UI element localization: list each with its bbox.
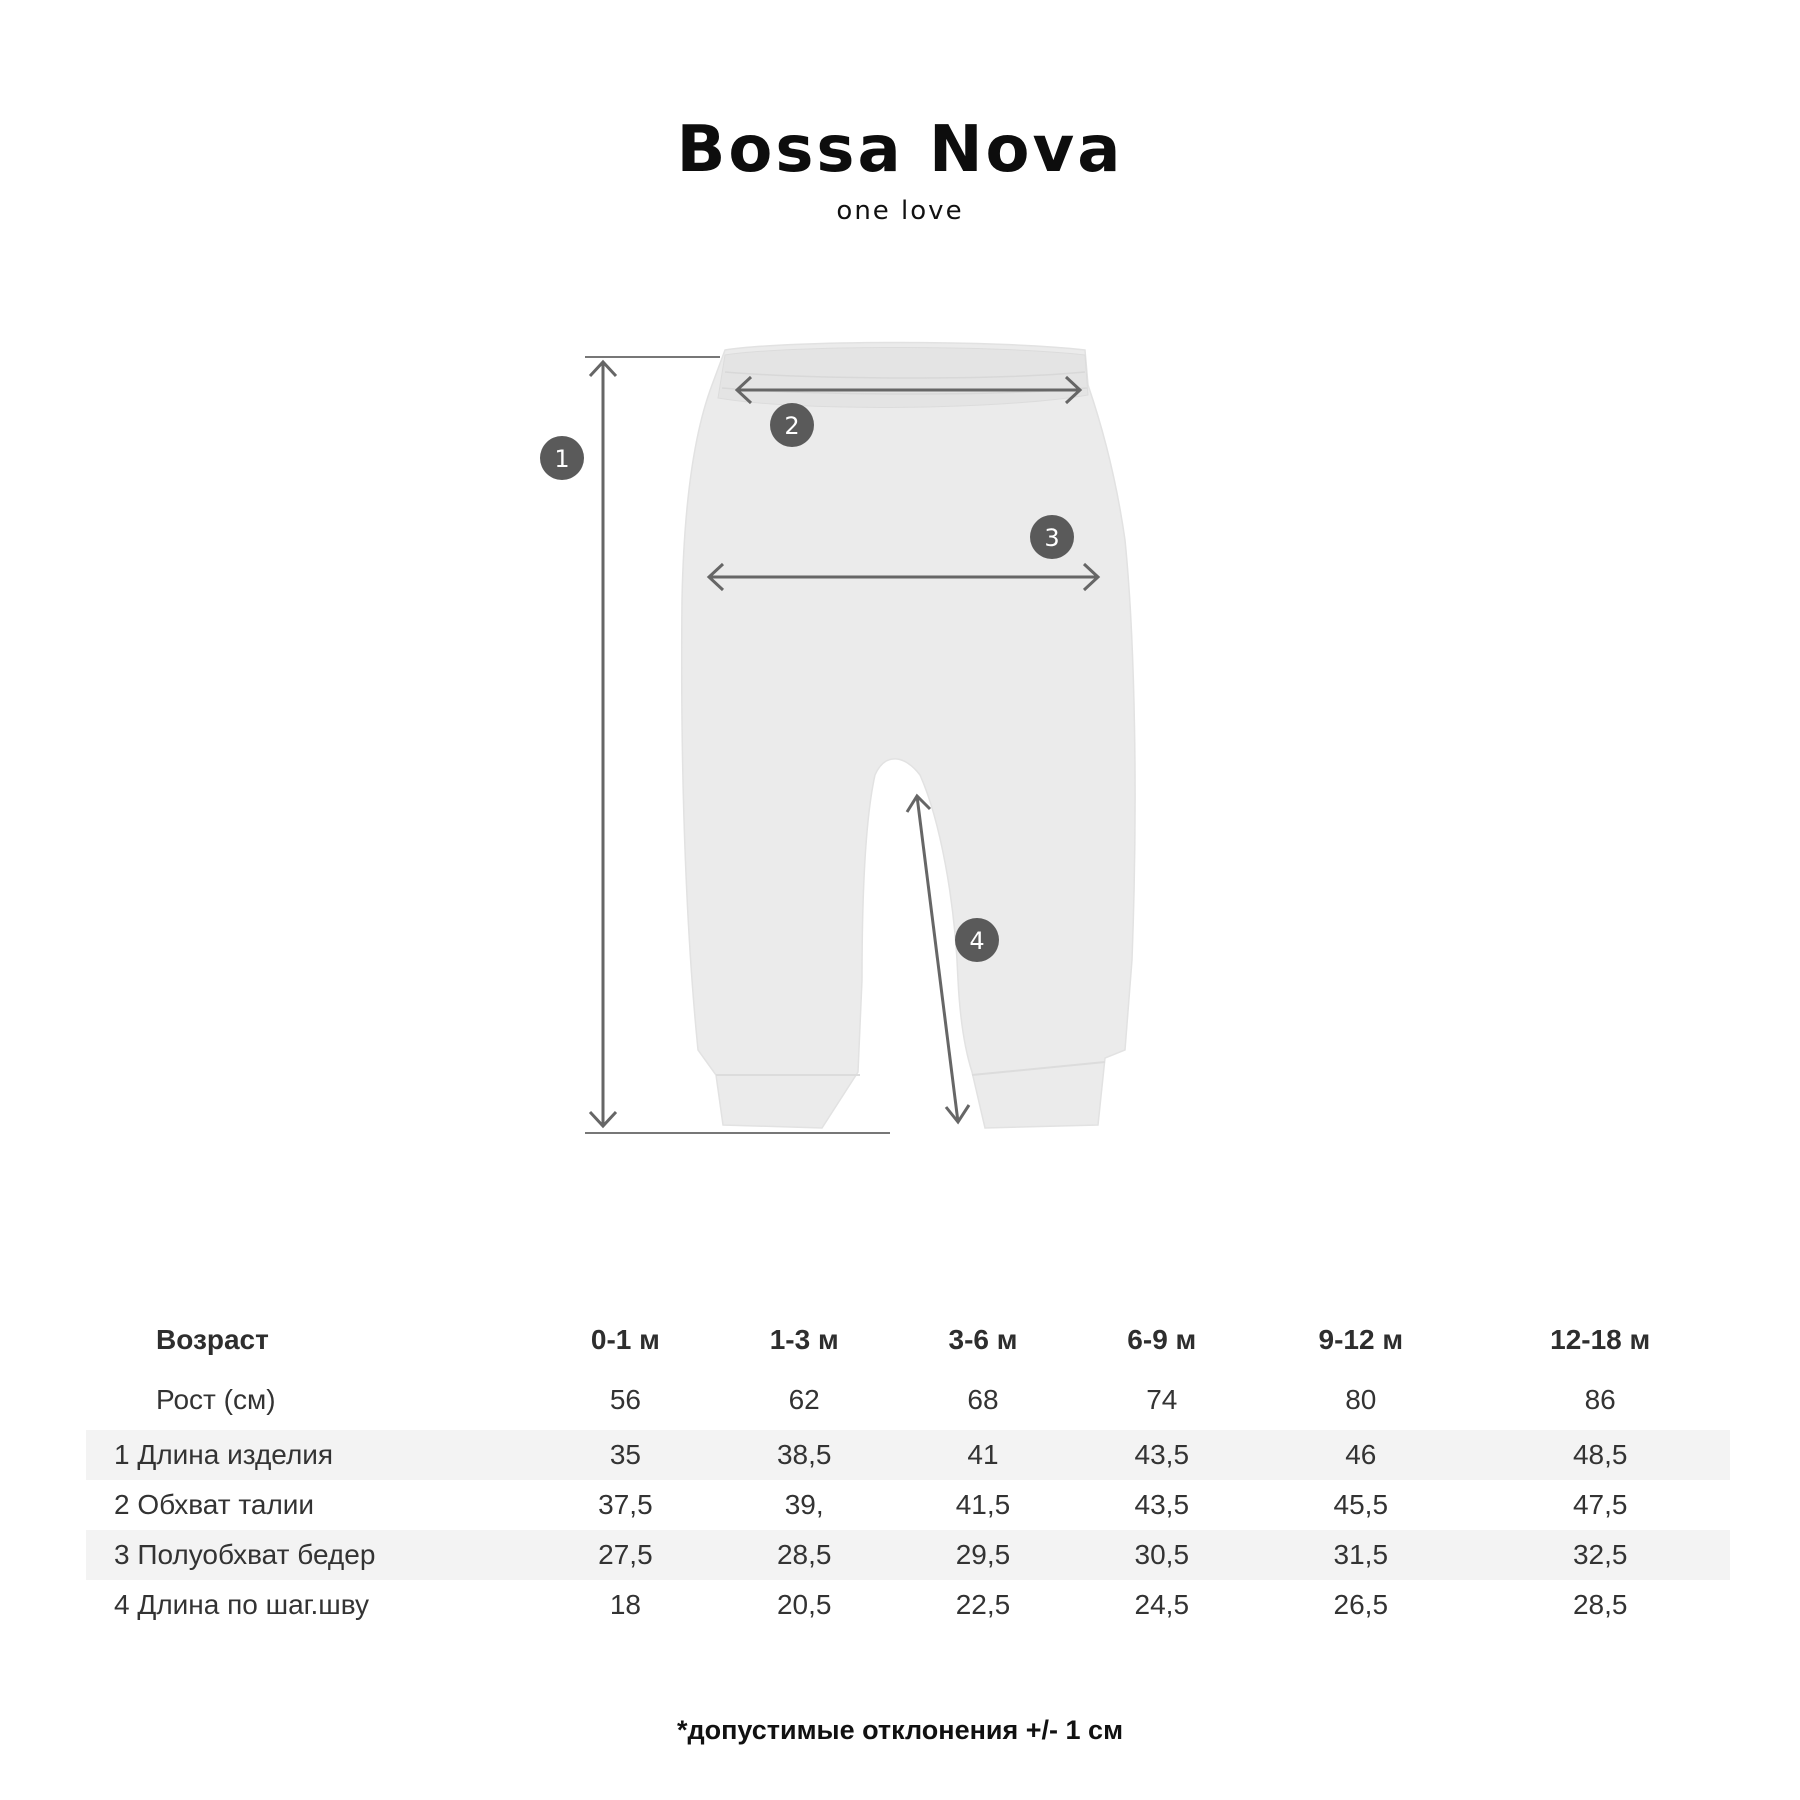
- marker-1: [540, 436, 584, 480]
- table-cell: 46: [1251, 1430, 1470, 1480]
- age-header-cell: 1-3 м: [769, 1324, 839, 1355]
- table-cell: 32,5: [1470, 1530, 1730, 1580]
- marker-2: [770, 403, 814, 447]
- age-header-cell: 9-12 м: [1318, 1324, 1404, 1355]
- table-cell: 28,5: [1572, 1589, 1628, 1620]
- table-cell: 38,5: [715, 1430, 894, 1480]
- table-cell: 29,5: [894, 1530, 1073, 1580]
- table-cell: 22,5: [955, 1589, 1011, 1620]
- svg-text:2: 2: [784, 412, 800, 440]
- table-cell: 28,5: [715, 1530, 894, 1580]
- age-header-label: Возраст: [156, 1324, 269, 1355]
- brand-subtitle: one love: [836, 196, 964, 226]
- size-chart-table: [86, 1310, 1730, 1630]
- height-row: [86, 1370, 1730, 1430]
- marker-3: [1030, 515, 1074, 559]
- table-cell: 18: [609, 1589, 641, 1620]
- height-cell: 62: [788, 1384, 820, 1415]
- table-cell: 39,: [784, 1489, 824, 1520]
- table-cell: 31,5: [1251, 1530, 1470, 1580]
- height-cell: 56: [609, 1384, 641, 1415]
- svg-text:4: 4: [969, 927, 985, 955]
- table-cell: 24,5: [1134, 1589, 1190, 1620]
- row-label: 2 Обхват талии: [114, 1489, 315, 1520]
- row-label: 4 Длина по шаг.шву: [114, 1589, 369, 1620]
- table-cell: 45,5: [1333, 1489, 1389, 1520]
- table-cell: 41: [894, 1430, 1073, 1480]
- table-cell: 47,5: [1572, 1489, 1628, 1520]
- table-cell: 43,5: [1072, 1430, 1251, 1480]
- height-cell: 74: [1146, 1384, 1178, 1415]
- age-header-cell: 0-1 м: [590, 1324, 660, 1355]
- table-cell: 37,5: [598, 1489, 653, 1520]
- svg-text:3: 3: [1044, 524, 1060, 552]
- trousers-illustration: [682, 343, 1135, 1129]
- row-label: 1 Длина изделия: [86, 1430, 536, 1480]
- height-cell: 68: [967, 1384, 999, 1415]
- table-cell: 35: [536, 1430, 715, 1480]
- height-row-label: Рост (см): [156, 1384, 276, 1415]
- table-cell: 41,5: [955, 1489, 1011, 1520]
- age-header-cell: 12-18 м: [1550, 1324, 1651, 1355]
- table-row: [86, 1580, 1730, 1630]
- table-cell: 20,5: [776, 1589, 832, 1620]
- height-cell: 86: [1584, 1384, 1616, 1415]
- table-cell: 27,5: [536, 1530, 715, 1580]
- table-cell: 48,5: [1470, 1430, 1730, 1480]
- age-header-cell: 3-6 м: [948, 1324, 1018, 1355]
- table-cell: 43,5: [1134, 1489, 1190, 1520]
- table-cell: 26,5: [1333, 1589, 1389, 1620]
- age-header-cell: 6-9 м: [1127, 1324, 1197, 1355]
- tolerance-footnote: *допустимые отклонения +/- 1 см: [676, 1715, 1124, 1745]
- svg-text:1: 1: [554, 445, 570, 473]
- row-label: 3 Полуобхват бедер: [86, 1530, 536, 1580]
- brand-title: Bossa Nova: [676, 113, 1124, 187]
- height-cell: 80: [1345, 1384, 1377, 1415]
- age-header-row: [86, 1310, 1730, 1370]
- table-row: [86, 1530, 1730, 1580]
- table-row: [86, 1480, 1730, 1530]
- table-cell: 30,5: [1072, 1530, 1251, 1580]
- table-row: [86, 1430, 1730, 1480]
- marker-4: [955, 918, 999, 962]
